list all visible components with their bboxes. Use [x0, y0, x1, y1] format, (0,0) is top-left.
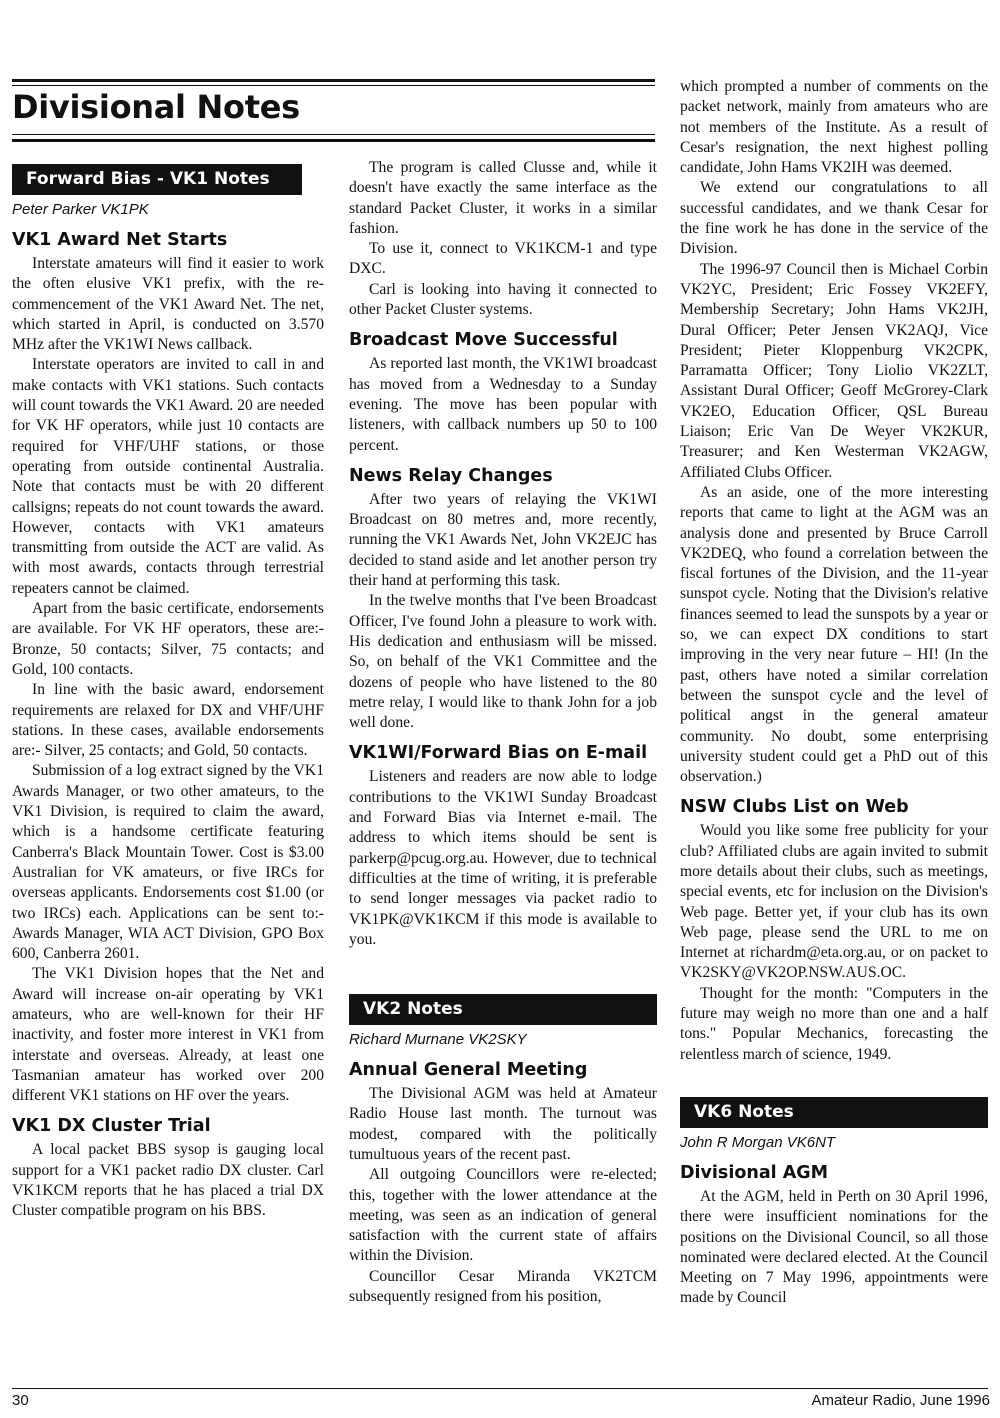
paragraph: In line with the basic award, endorsement requirements are relaxed for DX and VHF/UHF stations. In these cases, available endorsements are:- Silver, 25 contacts; and Gold, 50 contacts.	[12, 681, 324, 760]
heading-nsw-clubs: NSW Clubs List on Web	[680, 797, 909, 818]
paragraph: All outgoing Councillors were re-elected; this, together with the lower attendance at the meeting, was seen as an indication of general satisfaction with the current state of affairs within the Division.	[349, 1166, 657, 1265]
title-rule-top	[12, 79, 655, 82]
heading-broadcast-move: Broadcast Move Successful	[349, 330, 618, 351]
author-byline: Peter Parker VK1PK	[12, 201, 149, 218]
paragraph: Interstate amateurs will find it easier to work the often elusive VK1 prefix, with the re-commencement of the VK1 Award Net. The net, which started in April, is conducted on 3.570 MHz after the VK1WI News callback.	[12, 255, 324, 354]
heading-agm: Annual General Meeting	[349, 1060, 588, 1081]
paragraph: The 1996-97 Council then is Michael Corbin VK2YC, President; Eric Fossey VK2EFY, Membership Secretary; John Hams VK2JH, Dural Officer; Peter Jensen VK2AQJ, Vice President; Pieter Kloppenburg VK2CPK, Parramatta Officer; Tony Liolio VK2ZLT, Assistant Dural Officer; Geoff McGrorey-Clark VK2EO, Education Officer, QSL Bureau Liaison; Eric Van De Weyer VK2KUR, Treasurer; and Ken Westerman VK2AGW, Affiliated Clubs Officer.	[680, 260, 988, 481]
author-byline: John R Morgan VK6NT	[680, 1133, 836, 1151]
paragraph: which prompted a number of comments on the packet network, mainly from amateurs who are not members of the Institute. As a result of Cesar's resignation, the next highest polling candidate, John Hams VK2IH was deemed.	[680, 78, 988, 177]
column-3	[680, 77, 988, 1309]
paragraph: Would you like some free publicity for your club? Affiliated clubs are again invited to submit more details about their clubs, such as meetings, special events, etc for inclusion on the Division's Web page. Better yet, if your club has its own Web page, please send the URL to me on Internet at richardm@eta.org.au, or on packet to VK2SKY@VK2OP.NSW.AUS.OC.	[680, 822, 988, 982]
heading-dx-cluster: VK1 DX Cluster Trial	[12, 1116, 211, 1137]
title-rule-bottom-thick	[12, 139, 655, 142]
heading-email: VK1WI/Forward Bias on E-mail	[349, 743, 648, 764]
paragraph: Submission of a log extract signed by the VK1 Awards Manager, or two other amateurs, to the VK1 Division, is required to claim the award, which is a handsome certificate featuring Canberra's Black Mountain Tower. Cost is $3.00 Australian for VK amateurs, or five IRCs for overseas applicants. Endorsements cost $1.00 (or two IRCs) each. Applications can be sent to:- Awards Manager, WIA ACT Division, GPO Box 600, Canberra 2601.	[12, 762, 324, 963]
paragraph: Thought for the month: "Computers in the future may weigh no more than one and a half tons." Popular Mechanics, forecasting the relentless march of science, 1949.	[680, 984, 988, 1063]
paragraph: The program is called Clusse and, while it doesn't have exactly the same interface as the standard Packet Cluster, it works in a similar fashion.	[349, 159, 657, 237]
paragraph: In the twelve months that I've been Broadcast Officer, I've found John a pleasure to work with. His dedication and enthusiasm will be missed. So, on behalf of the VK1 Committee and the dozens of people who have listened to the 80 metre relay, I would like to thank John for a job well done.	[349, 592, 657, 732]
column-2	[349, 158, 657, 1307]
paragraph: At the AGM, held in Perth on 30 April 1996, there were insufficient nominations for the positions on the Divisional Council, so all those nominated were declared elected. At the Council Meeting on 7 May 1996, appointments were made by Council	[680, 1187, 988, 1307]
paragraph: Listeners and readers are now able to lodge contributions to the VK1WI Sunday Broadcast and Forward Bias via Internet e-mail. The address to which items should be sent is parkerp@pcug.org.au. However, due to technical difficulties at the time of writing, it is preferable to send longer messages via packet radio to VK1PK@VK1KCM if this mode is available to you.	[349, 768, 657, 948]
heading-news-relay: News Relay Changes	[349, 465, 553, 486]
paragraph: A local packet BBS sysop is gauging local support for a VK1 packet radio DX cluster. Carl VK1KCM reports that he has placed a trial DX Cluster compatible program on his BBS.	[12, 1141, 324, 1220]
title-rule-top-thin	[12, 85, 655, 86]
footer-rule	[12, 1388, 988, 1389]
section-banner-vk6: VK6 Notes	[680, 1097, 988, 1128]
paragraph: After two years of relaying the VK1WI Broadcast on 80 metres and, more recently, running the VK1 Awards Net, John VK2EJC has decided to stand aside and let another person try their hand at performing this task.	[349, 490, 657, 590]
paragraph: Carl is looking into having it connected to other Packet Cluster systems.	[349, 280, 657, 319]
paragraph: The Divisional AGM was held at Amateur Radio House last month. The turnout was modest, compared with the politically tumultuous years of the recent past.	[349, 1085, 657, 1163]
paragraph: To use it, connect to VK1KCM-1 and type DXC.	[349, 240, 657, 278]
paragraph: Councillor Cesar Miranda VK2TCM subsequently resigned from his position,	[349, 1267, 657, 1306]
paragraph: As reported last month, the VK1WI broadcast has moved from a Wednesday to a Sunday evening. The move has been popular with listeners, with callback numbers up 50 to 100 percent.	[349, 355, 657, 454]
title-rule-bottom	[12, 134, 655, 135]
page-title: Divisional Notes	[12, 88, 300, 126]
heading-divisional-agm: Divisional AGM	[680, 1162, 829, 1183]
publication-footer: Amateur Radio, June 1996	[811, 1392, 990, 1409]
author-byline: Richard Murnane VK2SKY	[349, 1031, 527, 1049]
paragraph: Interstate operators are invited to call in and make contacts with VK1 stations. Such contacts will count towards the VK1 Award. 20 are needed for VK HF operators, while just 10 contacts are required for VHF/UHF stations, or those operating from outside continental Australia. Note that contacts must be with 20 different callsigns; repeats do not count towards the award. However, contacts with VK1 amateurs transmitting from outside the ACT are valid. As with most awards, contacts through terrestrial repeaters cannot be claimed.	[12, 356, 324, 597]
column-1	[12, 160, 324, 1222]
page-number: 30	[12, 1392, 29, 1409]
paragraph: The VK1 Division hopes that the Net and Award will increase on-air operating by VK1 amateurs, who are well-known for their HF inactivity, and foster more interest in VK1 from interstate and overseas. Already, at least one Tasmanian amateur has worked over 200 different VK1 stations on HF over the years.	[12, 965, 324, 1105]
heading-award-net: VK1 Award Net Starts	[12, 230, 228, 250]
paragraph: As an aside, one of the more interesting reports that came to light at the AGM was an analysis done and presented by Bruce Carroll VK2DEQ, who found a correlation between the fiscal fortunes of the Division, and the 11-year sunspot cycle. Noting that the Division's relative finances seemed to lead the sunspots by a year or so, we can expect DX conditions to start improving in the very near future – HI! (In the past, others have noted a similar correlation between the sunspot cycle and the level of political angst in the general amateur community. No doubt, some enterprising university student could get a PhD out of this observation.)	[680, 483, 988, 786]
section-banner-vk2: VK2 Notes	[349, 994, 657, 1025]
section-banner-vk1: Forward Bias - VK1 Notes	[12, 164, 302, 195]
paragraph: We extend our congratulations to all successful candidates, and we thank Cesar for the fine work he has done in the service of the Division.	[680, 179, 988, 258]
paragraph: Apart from the basic certificate, endorsements are available. For VK HF operators, these are:- Bronze, 50 contacts; Silver, 75 contacts; and Gold, 100 contacts.	[12, 600, 324, 678]
